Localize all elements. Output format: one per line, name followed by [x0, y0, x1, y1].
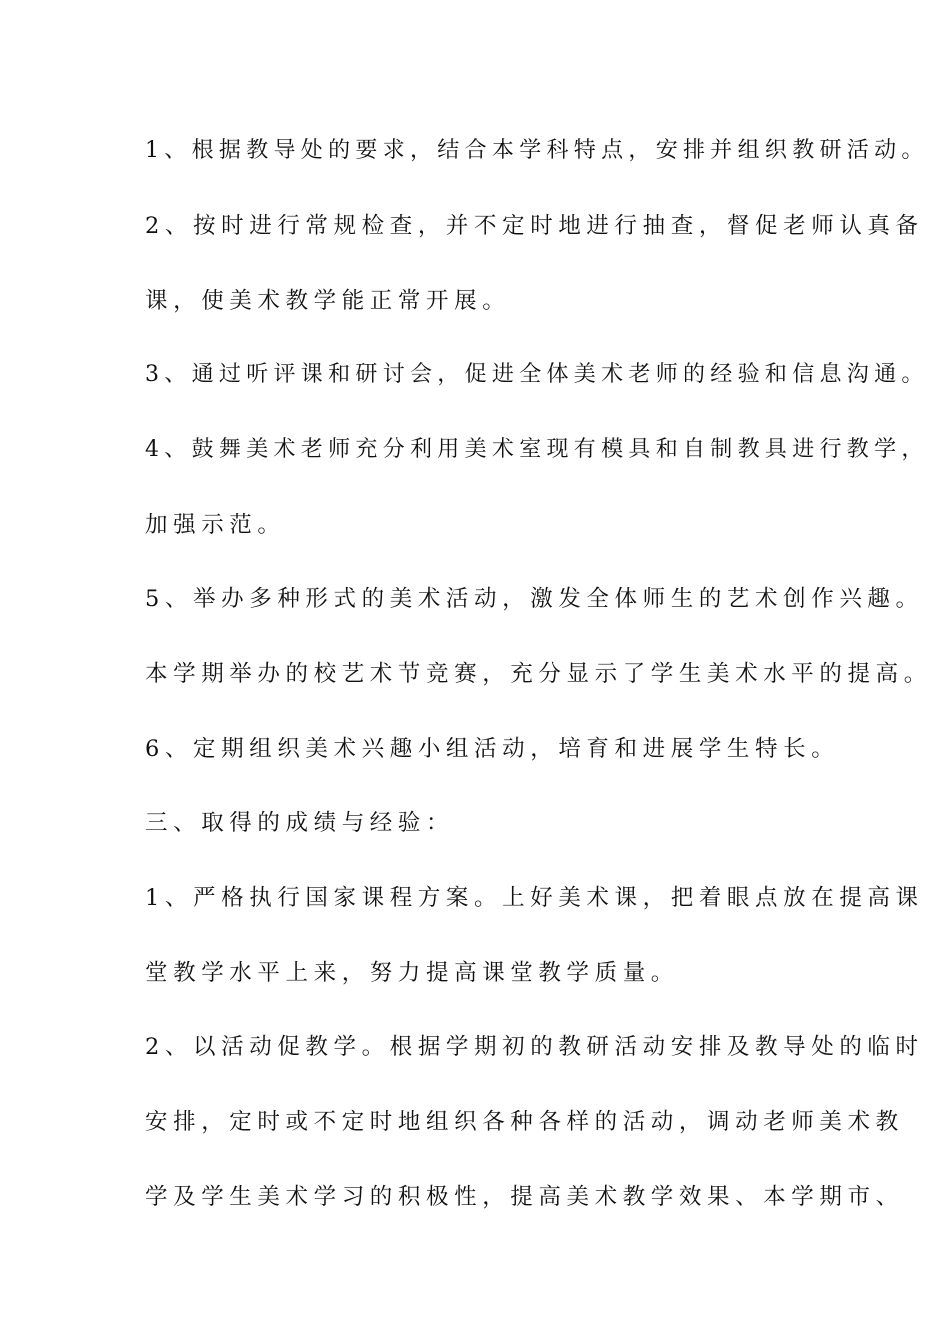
text-line: 5、举办多种形式的美术活动，激发全体师生的艺术创作兴趣。: [145, 586, 924, 612]
text-line: 2、以活动促教学。根据学期初的教研活动安排及教导处的临时: [145, 1034, 924, 1060]
section-heading: 三、取得的成绩与经验：: [145, 810, 455, 836]
text-line: 6、定期组织美术兴趣小组活动，培育和进展学生特长。: [145, 736, 840, 762]
text-line: 1、严格执行国家课程方案。上好美术课，把着眼点放在提高课: [145, 885, 924, 911]
text-line: 2、按时进行常规检查，并不定时地进行抽查，督促老师认真备: [145, 213, 924, 239]
text-line: 本学期举办的校艺术节竞赛，充分显示了学生美术水平的提高。: [145, 661, 932, 687]
text-line: 3、通过听评课和研讨会，促进全体美术老师的经验和信息沟通。: [145, 362, 929, 387]
text-line: 课，使美术教学能正常开展。: [145, 288, 511, 314]
text-line: 加强示范。: [145, 512, 286, 538]
text-line: 安排，定时或不定时地组织各种各样的活动，调动老师美术教: [145, 1109, 904, 1135]
text-line: 4、鼓舞美术老师充分利用美术室现有模具和自制教具进行教学，: [145, 437, 929, 462]
text-line: 1、根据教导处的要求，结合本学科特点，安排并组织教研活动。: [145, 138, 929, 163]
text-line: 堂教学水平上来，努力提高课堂教学质量。: [145, 960, 679, 986]
text-line: 学及学生美术学习的积极性，提高美术教学效果、本学期市、: [145, 1184, 904, 1210]
